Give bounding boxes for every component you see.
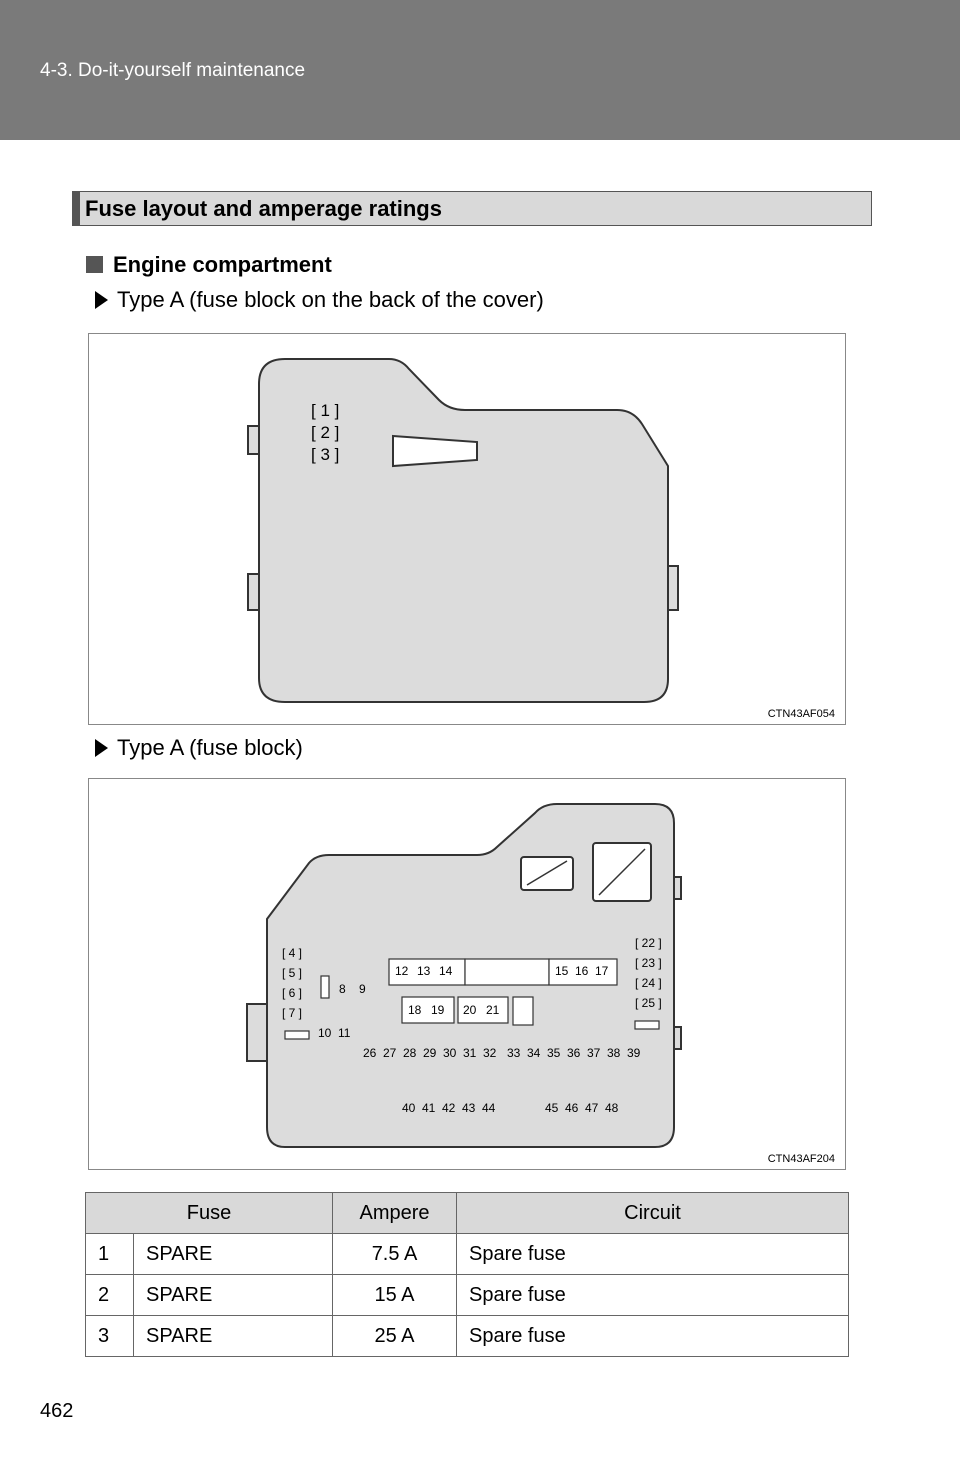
fuse-label: 16 xyxy=(575,964,589,978)
fuse-circuit: Spare fuse xyxy=(457,1234,849,1275)
header-ampere: Ampere xyxy=(333,1193,457,1234)
fuse-label: 37 xyxy=(587,1046,601,1060)
fuse-label: 20 xyxy=(463,1003,477,1017)
figure-caption-1 xyxy=(95,287,544,313)
fuse-label: 19 xyxy=(431,1003,445,1017)
fuse-label: 31 xyxy=(463,1046,477,1060)
fuse-label: 35 xyxy=(547,1046,561,1060)
fuse-label: 17 xyxy=(595,964,609,978)
figure-caption-text: Type A (fuse block) xyxy=(117,735,303,760)
triangle-bullet-icon xyxy=(95,739,108,757)
fuse-cover-diagram xyxy=(88,333,846,725)
fuse-label: 9 xyxy=(359,982,366,996)
fuse-label: 30 xyxy=(443,1046,457,1060)
fuse-slot xyxy=(285,1031,309,1039)
fuse-label: 36 xyxy=(567,1046,581,1060)
section-heading xyxy=(72,191,872,226)
fuse-label: 43 xyxy=(462,1101,476,1115)
fuse-ampere: 7.5 A xyxy=(333,1234,457,1275)
fuse-slot xyxy=(513,997,533,1025)
fuse-label: [ 23 ] xyxy=(635,956,662,970)
fuse-label: [ 6 ] xyxy=(282,986,303,1000)
fuse-label: [ 2 ] xyxy=(311,423,340,442)
fuse-circuit: Spare fuse xyxy=(457,1316,849,1357)
fuse-table xyxy=(85,1192,849,1357)
fuse-label: 38 xyxy=(607,1046,621,1060)
fuse-label: 32 xyxy=(483,1046,497,1060)
table-row xyxy=(86,1316,849,1357)
page-header xyxy=(0,0,960,140)
fuse-label: 14 xyxy=(439,964,453,978)
fuse-label: 48 xyxy=(605,1101,619,1115)
fuse-label: 45 xyxy=(545,1101,559,1115)
fuse-number: 2 xyxy=(86,1275,134,1316)
fuse-label: [ 3 ] xyxy=(311,445,340,464)
fuse-number: 3 xyxy=(86,1316,134,1357)
table-row xyxy=(86,1234,849,1275)
section-accent-bar xyxy=(73,192,80,225)
fuse-slot xyxy=(635,1021,659,1029)
fuse-label: 44 xyxy=(482,1101,496,1115)
figure-caption-text: Type A (fuse block on the back of the cover) xyxy=(117,287,544,312)
header-circuit: Circuit xyxy=(457,1193,849,1234)
figure-code: CTN43AF054 xyxy=(767,708,835,720)
subsection-title: Engine compartment xyxy=(113,252,332,277)
fuse-slot xyxy=(465,959,549,985)
fuse-slot xyxy=(321,976,329,998)
fuse-block-diagram xyxy=(88,778,846,1170)
fuse-label: 42 xyxy=(442,1101,456,1115)
fuse-label: 41 xyxy=(422,1101,436,1115)
fuse-label: 40 xyxy=(402,1101,416,1115)
table-row xyxy=(86,1275,849,1316)
fuse-circuit: Spare fuse xyxy=(457,1275,849,1316)
fuse-label: 15 xyxy=(555,964,569,978)
figure-code: CTN43AF204 xyxy=(767,1153,835,1165)
fuse-label: 29 xyxy=(423,1046,437,1060)
square-bullet-icon xyxy=(86,256,103,273)
subsection-heading xyxy=(86,252,332,278)
fuse-label: 21 xyxy=(486,1003,500,1017)
fuse-name: SPARE xyxy=(134,1316,333,1357)
fuse-label: [ 7 ] xyxy=(282,1006,303,1020)
fuse-label: 12 xyxy=(395,964,409,978)
page-number: 462 xyxy=(40,1400,74,1422)
fuse-label: 18 xyxy=(408,1003,422,1017)
fuse-ampere: 25 A xyxy=(333,1316,457,1357)
fuse-label: 11 xyxy=(338,1026,351,1040)
fuse-label: [ 22 ] xyxy=(635,936,662,950)
breadcrumb: 4-3. Do-it-yourself maintenance xyxy=(40,60,306,81)
fuse-number: 1 xyxy=(86,1234,134,1275)
fuse-label: 10 xyxy=(318,1026,332,1040)
triangle-bullet-icon xyxy=(95,291,108,309)
table-header-row xyxy=(86,1193,849,1234)
fuse-label: 27 xyxy=(383,1046,397,1060)
fuse-label: [ 4 ] xyxy=(282,946,303,960)
fuse-label: 28 xyxy=(403,1046,417,1060)
figure-caption-2 xyxy=(95,735,303,761)
fuse-label: 13 xyxy=(417,964,431,978)
fuse-label: 39 xyxy=(627,1046,641,1060)
fuse-label: 8 xyxy=(339,982,346,996)
fuse-label: [ 24 ] xyxy=(635,976,662,990)
fuse-label: [ 25 ] xyxy=(635,996,662,1010)
fuse-label: [ 1 ] xyxy=(311,401,340,420)
fuse-ampere: 15 A xyxy=(333,1275,457,1316)
fuse-label: [ 5 ] xyxy=(282,966,303,980)
fuse-label: 33 xyxy=(507,1046,521,1060)
header-fuse: Fuse xyxy=(86,1193,333,1234)
fuse-label: 47 xyxy=(585,1101,599,1115)
fuse-label: 34 xyxy=(527,1046,541,1060)
fuse-name: SPARE xyxy=(134,1234,333,1275)
fuse-label: 46 xyxy=(565,1101,579,1115)
fuse-label: 26 xyxy=(363,1046,377,1060)
section-title: Fuse layout and amperage ratings xyxy=(85,196,442,221)
fuse-name: SPARE xyxy=(134,1275,333,1316)
